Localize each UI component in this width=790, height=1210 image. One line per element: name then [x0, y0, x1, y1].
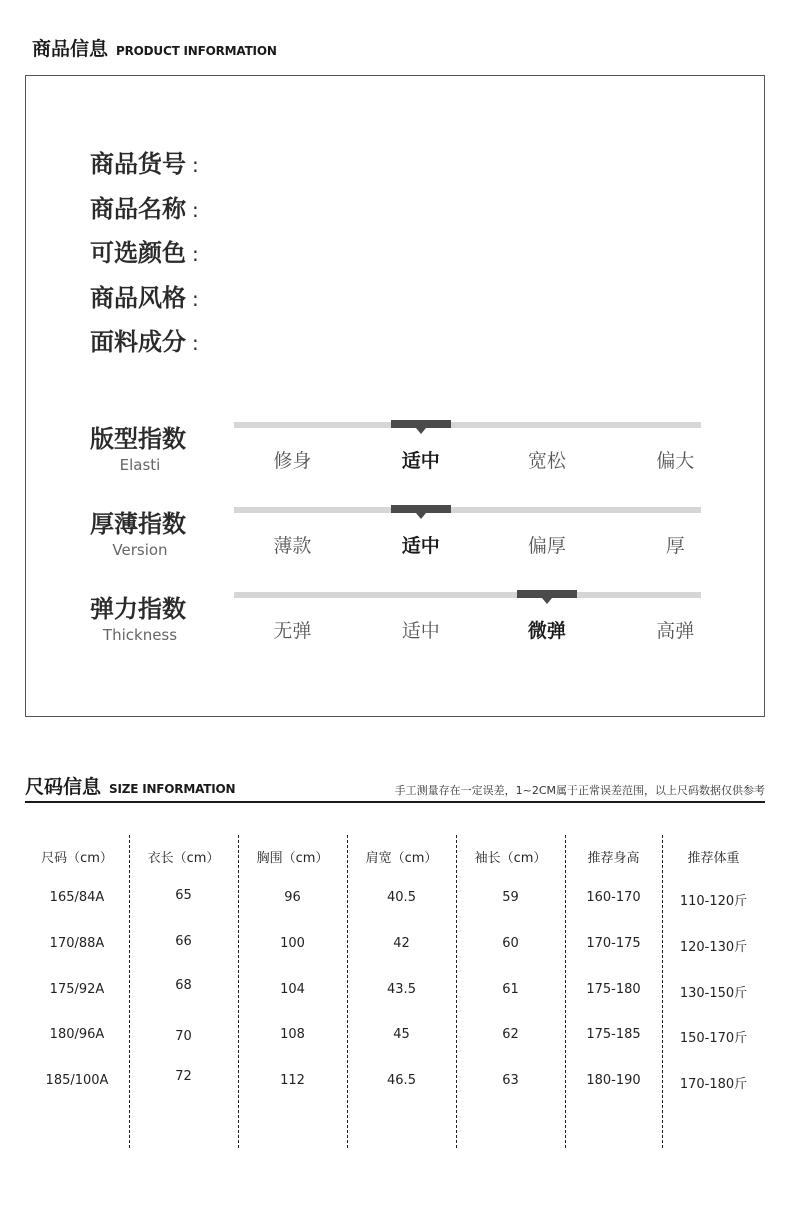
index-option: 适中 [401, 450, 440, 472]
size-table-cell: 60 [502, 936, 519, 951]
size-table-cell: 66 [175, 934, 192, 949]
size-table-cell: 170-175 [586, 936, 641, 951]
size-table-cell: 63 [502, 1073, 519, 1088]
index-marker [391, 505, 451, 513]
product-info-header [32, 34, 277, 61]
product-info-box [25, 75, 765, 717]
index-option: 厚 [665, 535, 685, 557]
field-colon: : [192, 198, 199, 222]
field-style [90, 278, 199, 313]
field-label: 商品风格 [90, 284, 186, 312]
size-table-column [565, 835, 662, 1148]
column-divider [565, 835, 566, 1148]
index-subtitle: Version [112, 541, 168, 559]
size-info-header [25, 772, 235, 799]
size-table-cell: 175-180 [586, 982, 641, 997]
size-table-cell: 110-120斤 [679, 894, 748, 909]
size-table-header: 推荐身高 [587, 851, 640, 866]
size-info-title: 尺码信息 [25, 776, 102, 798]
size-table-header: 胸围（cm） [256, 851, 329, 866]
size-table-cell: 108 [280, 1027, 305, 1042]
size-table-cell: 160-170 [586, 890, 641, 905]
index-subtitle: Thickness [102, 626, 178, 644]
field-label: 面料成分 [90, 328, 186, 356]
size-table-cell: 72 [175, 1069, 192, 1084]
size-table-cell: 180-190 [586, 1073, 641, 1088]
field-colon: : [192, 287, 199, 311]
fit-index-title [90, 419, 190, 474]
field-item-number [90, 144, 199, 179]
index-title: 版型指数 [90, 425, 186, 453]
size-table-header: 肩宽（cm） [365, 851, 438, 866]
thickness-index-options [234, 531, 701, 561]
size-table-cell: 130-150斤 [679, 986, 748, 1001]
field-colon: : [192, 153, 199, 177]
index-option: 适中 [401, 620, 440, 642]
size-table-column [347, 835, 456, 1148]
size-table-cell: 104 [280, 982, 305, 997]
size-table [25, 835, 765, 1148]
column-divider [129, 835, 130, 1148]
size-table-column [456, 835, 565, 1148]
index-option: 宽松 [527, 450, 566, 472]
elasticity-index-title [90, 589, 190, 644]
size-table-cell: 40.5 [387, 890, 416, 905]
product-info-subtitle: PRODUCT INFORMATION [116, 44, 277, 58]
size-table-cell: 61 [502, 982, 519, 997]
size-table-cell: 46.5 [387, 1073, 416, 1088]
size-table-cell: 175/92A [49, 982, 105, 997]
size-table-column [662, 835, 765, 1148]
size-table-column [25, 835, 129, 1148]
index-option: 无弹 [273, 620, 312, 642]
size-table-cell: 42 [393, 936, 410, 951]
index-option: 修身 [273, 450, 312, 472]
size-table-cell: 170-180斤 [679, 1077, 748, 1092]
size-table-header: 推荐体重 [687, 851, 740, 866]
thickness-index-title [90, 504, 190, 559]
index-marker [391, 420, 451, 428]
size-table-cell: 65 [175, 888, 192, 903]
column-divider [456, 835, 457, 1148]
elasticity-index-bar [234, 592, 701, 598]
column-divider [347, 835, 348, 1148]
field-product-name [90, 189, 199, 224]
size-table-cell: 45 [393, 1027, 410, 1042]
product-info-title: 商品信息 [32, 38, 109, 60]
field-label: 可选颜色 [90, 239, 186, 267]
index-option: 微弹 [527, 620, 566, 642]
size-info-subtitle: SIZE INFORMATION [109, 782, 236, 796]
size-table-cell: 150-170斤 [679, 1031, 748, 1046]
size-table-cell: 100 [280, 936, 305, 951]
size-table-header: 袖长（cm） [474, 851, 547, 866]
field-label: 商品名称 [90, 195, 186, 223]
size-table-header: 尺码（cm） [41, 851, 113, 866]
size-table-cell: 165/84A [49, 890, 105, 905]
index-subtitle: Elasti [119, 456, 161, 474]
fit-index-options [234, 446, 701, 476]
index-option: 适中 [401, 535, 440, 557]
size-table-cell: 68 [175, 978, 192, 993]
index-title: 弹力指数 [90, 595, 186, 623]
field-colon: : [192, 242, 199, 266]
size-table-cell: 59 [502, 890, 519, 905]
size-table-cell: 185/100A [45, 1073, 109, 1088]
section-divider [25, 801, 765, 803]
size-table-cell: 120-130斤 [679, 940, 748, 955]
column-divider [662, 835, 663, 1148]
elasticity-index-options [234, 616, 701, 646]
measurement-note: 手工测量存在一定误差，1~2CM属于正常误差范围，以上尺码数据仅供参考 [394, 784, 765, 797]
size-table-header: 衣长（cm） [147, 851, 220, 866]
field-colors [90, 233, 199, 268]
size-table-cell: 43.5 [387, 982, 416, 997]
field-label: 商品货号 [90, 150, 186, 178]
size-table-cell: 62 [502, 1027, 519, 1042]
field-colon: : [192, 331, 199, 355]
index-option: 高弹 [656, 620, 695, 642]
index-option: 偏大 [656, 450, 695, 472]
size-table-cell: 96 [284, 890, 301, 905]
size-table-cell: 112 [280, 1073, 305, 1088]
fit-index-bar [234, 422, 701, 428]
index-marker [517, 590, 577, 598]
index-option: 薄款 [273, 535, 312, 557]
size-table-column [238, 835, 347, 1148]
size-table-cell: 175-185 [586, 1027, 641, 1042]
thickness-index-bar [234, 507, 701, 513]
column-divider [238, 835, 239, 1148]
index-option: 偏厚 [527, 535, 566, 557]
index-title: 厚薄指数 [90, 510, 186, 538]
size-table-cell: 70 [175, 1029, 192, 1044]
size-table-cell: 180/96A [49, 1027, 105, 1042]
field-fabric [90, 322, 199, 357]
size-table-column [129, 835, 238, 1148]
size-table-cell: 170/88A [49, 936, 105, 951]
